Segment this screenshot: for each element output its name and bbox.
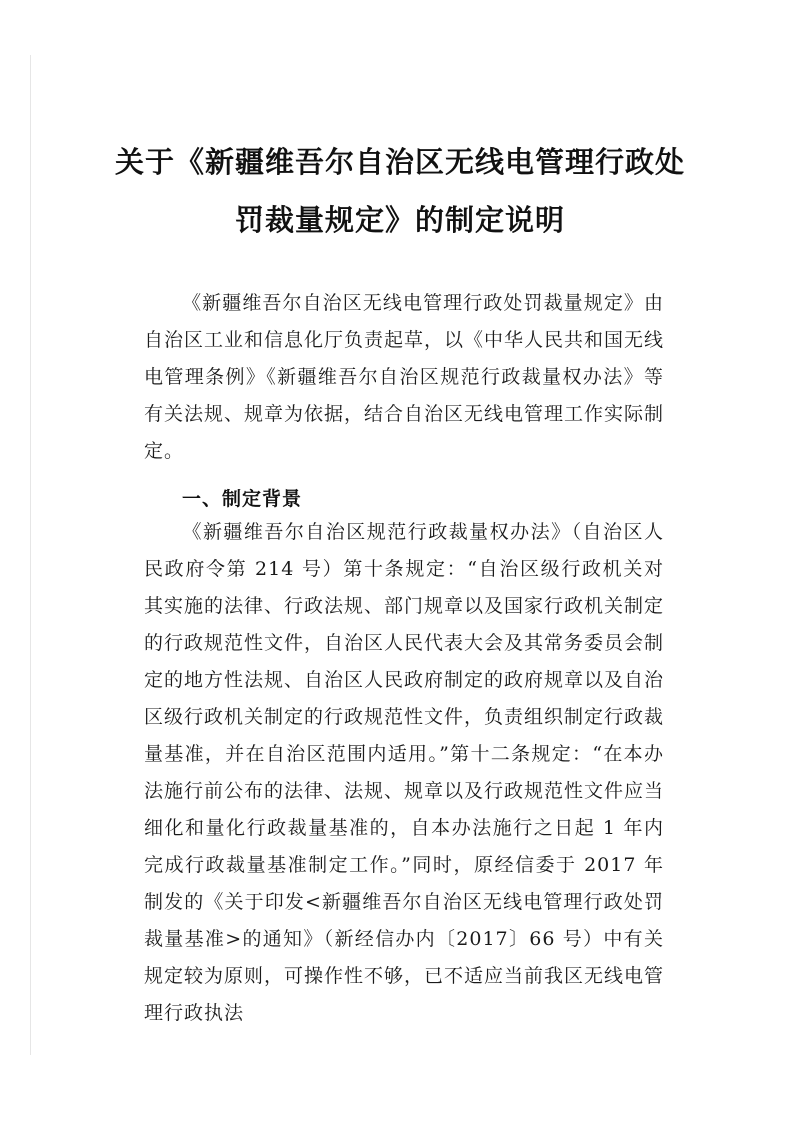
intro-paragraph <box>144 285 664 470</box>
document-title-line-2: 罚裁量规定》的制定说明 <box>234 203 565 237</box>
page-edge-line <box>30 55 31 1055</box>
background-paragraph-text: 《新疆维吾尔自治区规范行政裁量权办法》（自治区人民政府令第 214 号）第十条规定：“自治区级行政机关对其实施的法律、行政法规、部门规章以及国家行政机关制定的行政规范性文件，自治区人民代表大会及其常务委员会制定的地方性法规、自治区人民政府制定的政府规章以及自治区级行政机关制定的行政规范性文件，负责组织制定行政裁量基准，并在自治区范围内适用。”第十二条规定：“在本办法施行前公布的法律、法规、规章以及行政规范性文件应当细化和量化行政裁量基准的，自本办法施行之日起 1 年内完成行政裁量基准制定工作。”同时，原经信委于 2017 年制发的《关于印发<新疆维吾尔自治区无线电管理行政处罚裁量基准>的通知》（新经信办内〔2017〕66 号）中有关规定较为原则，可操作性不够，已不适应当前我区无线电管理行政执法 <box>144 521 665 1024</box>
background-paragraph <box>144 514 664 1032</box>
document-title-line-1: 关于《新疆维吾尔自治区无线电管理行政处 <box>114 145 685 179</box>
section-heading-background: 一、制定背景 <box>182 488 303 510</box>
intro-paragraph-text: 《新疆维吾尔自治区无线电管理行政处罚裁量规定》由自治区工业和信息化厅负责起草，以《中华人民共和国无线电管理条例》《新疆维吾尔自治区规范行政裁量权办法》等有关法规、规章为依据，结合自治区无线电管理工作实际制定。 <box>144 292 665 462</box>
